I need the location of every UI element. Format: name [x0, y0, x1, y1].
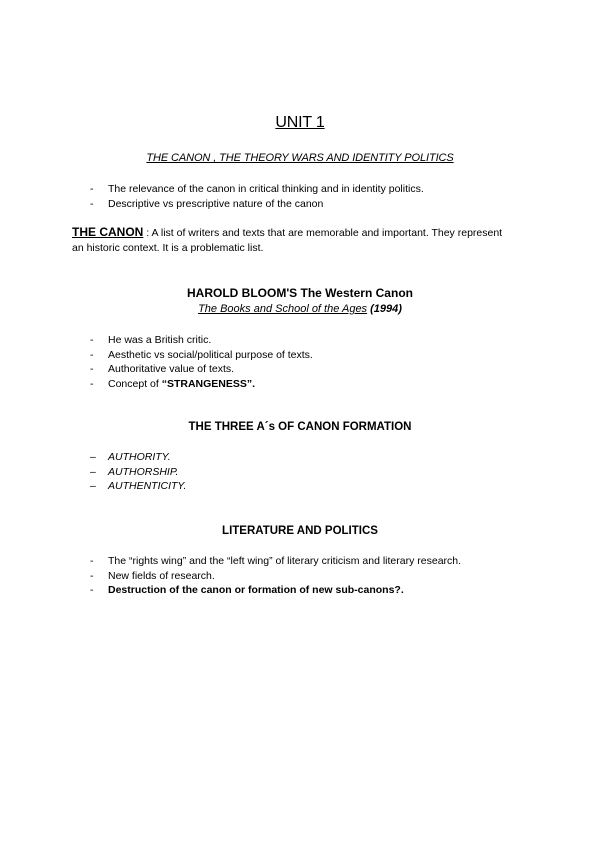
- page-subtitle: THE CANON , THE THEORY WARS AND IDENTITY POLITICS: [146, 152, 454, 164]
- canon-definition-paragraph: THE CANON : A list of writers and texts that are memorable and important. They represent an historic context. It is a problematic list.: [72, 225, 503, 254]
- list-item: - The “rights wing” and the “left wing” of literary criticism and literary research.: [90, 555, 462, 567]
- bloom-heading: HAROLD BLOOM'S The Western Canon: [187, 286, 413, 300]
- three-as-list: [90, 450, 186, 494]
- politics-bullet-list: [90, 554, 461, 598]
- politics-heading: LITERATURE AND POLITICS: [222, 525, 378, 537]
- list-item: - New fields of research.: [90, 569, 215, 582]
- canon-definition-line1: A list of writers and texts that are memorable and important. They represent: [151, 227, 503, 239]
- list-item: - Descriptive vs prescriptive nature of the canon: [90, 197, 324, 210]
- list-item: - The relevance of the canon in critical thinking and in identity politics.: [90, 183, 424, 195]
- three-as-heading: THE THREE A´s OF CANON FORMATION: [188, 421, 412, 433]
- list-item: - Authoritative value of texts.: [90, 363, 235, 375]
- bloom-bullet-list: [90, 333, 313, 391]
- list-item: - Concept of “STRANGENESS”.: [90, 377, 256, 390]
- list-item: – AUTHENTICITY.: [90, 480, 187, 492]
- list-item: - He was a British critic.: [90, 334, 212, 346]
- list-item: - Aesthetic vs social/political purpose of texts.: [90, 348, 313, 361]
- canon-definition-line2: an historic context. It is a problematic list.: [72, 242, 264, 254]
- list-item: - Destruction of the canon or formation of new sub-canons?.: [90, 584, 404, 596]
- intro-bullet-list: [90, 182, 424, 211]
- canon-label: THE CANON: [72, 225, 144, 239]
- page-title: UNIT 1: [275, 114, 325, 131]
- list-item: – AUTHORITY.: [90, 451, 171, 463]
- list-item: – AUTHORSHIP.: [90, 465, 179, 478]
- bloom-subheading: The Books and School of the Ages (1994): [198, 303, 402, 315]
